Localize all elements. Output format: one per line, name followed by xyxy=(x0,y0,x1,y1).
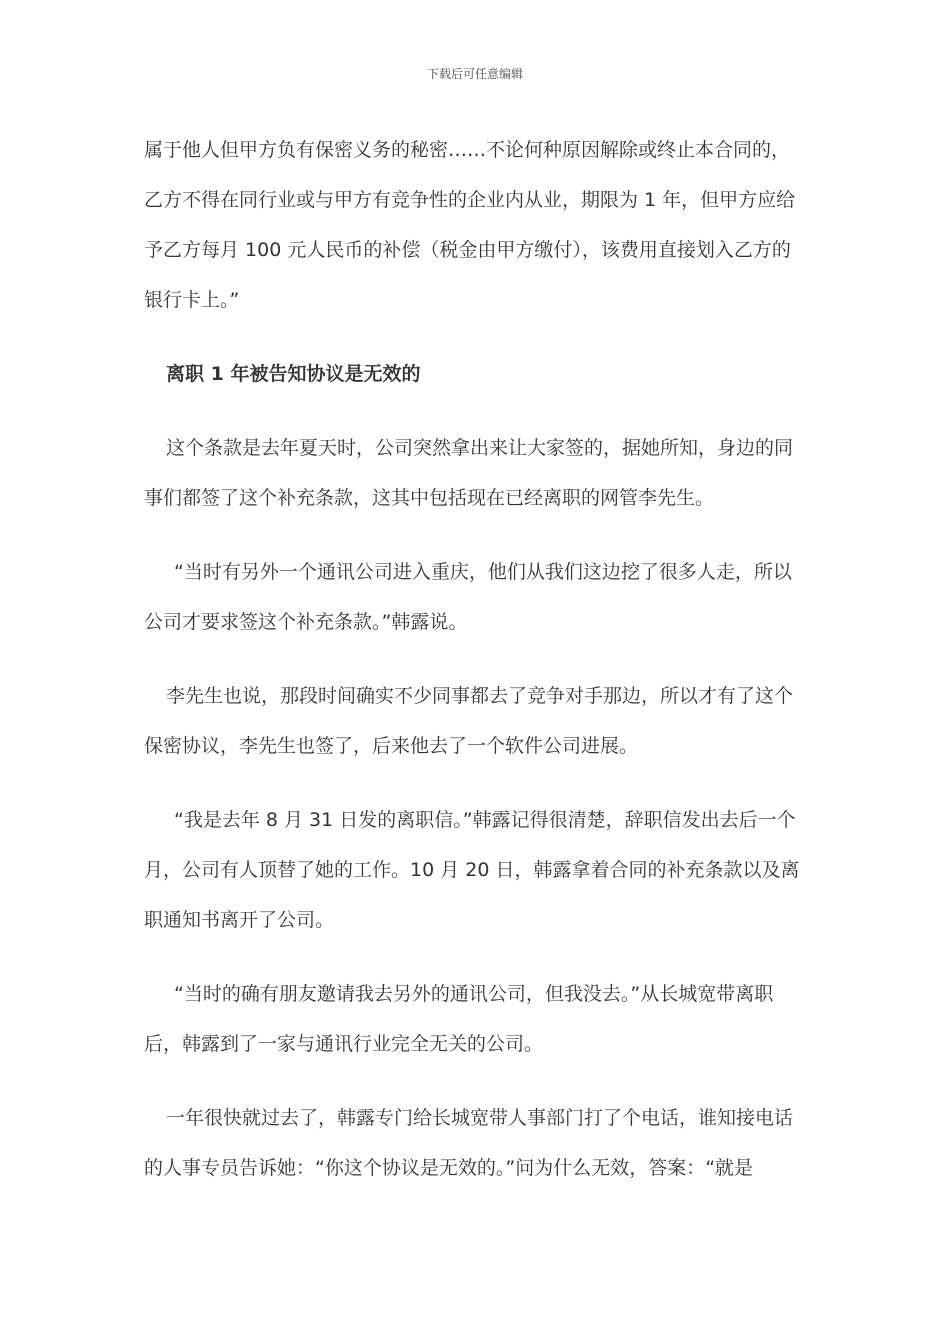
paragraph-mr-li: 李先生也说，那段时间确实不少同事都去了竞争对手那边，所以才有了这个保密协议，李先生也签了，后来他去了一个软件公司进展。 xyxy=(144,685,794,757)
section-heading: 离职 1 年被告知协议是无效的 xyxy=(166,363,421,385)
document-body xyxy=(144,125,806,1193)
paragraph-contract-clause: 属于他人但甲方负有保密义务的秘密……不论何种原因解除或终止本合同的，乙方不得在同行业或与甲方有竞争性的企业内从业，期限为 1 年，但甲方应给予乙方每月 100 元人民币的补偿（税金由甲方缴付），该费用直接划入乙方的银行卡上。” xyxy=(144,139,796,311)
page-header: 下载后可任意编辑 xyxy=(426,67,523,81)
paragraph-clause-signing: 这个条款是去年夏天时，公司突然拿出来让大家签的，据她所知，身边的同事们都签了这个补充条款，这其中包括现在已经离职的网管李先生。 xyxy=(144,437,794,509)
paragraph-quote-competitor: “当时有另外一个通讯公司进入重庆，他们从我们这边挖了很多人走，所以公司才要求签这个补充条款。”韩露说。 xyxy=(144,561,792,633)
paragraph-new-job: “当时的确有朋友邀请我去另外的通讯公司，但我没去。”从长城宽带离职后，韩露到了一家与通讯行业完全无关的公司。 xyxy=(144,983,774,1055)
paragraph-resignation: “我是去年 8 月 31 日发的离职信。”韩露记得很清楚，辞职信发出去后一个月，公司有人顶替了她的工作。10 月 20 日，韩露拿着合同的补充条款以及离职通知书离开了公司。 xyxy=(144,809,800,931)
paragraph-phone-call: 一年很快就过去了，韩露专门给长城宽带人事部门打了个电话，谁知接电话的人事专员告诉她：“你这个协议是无效的。”问为什么无效，答案：“就是 xyxy=(144,1107,794,1179)
